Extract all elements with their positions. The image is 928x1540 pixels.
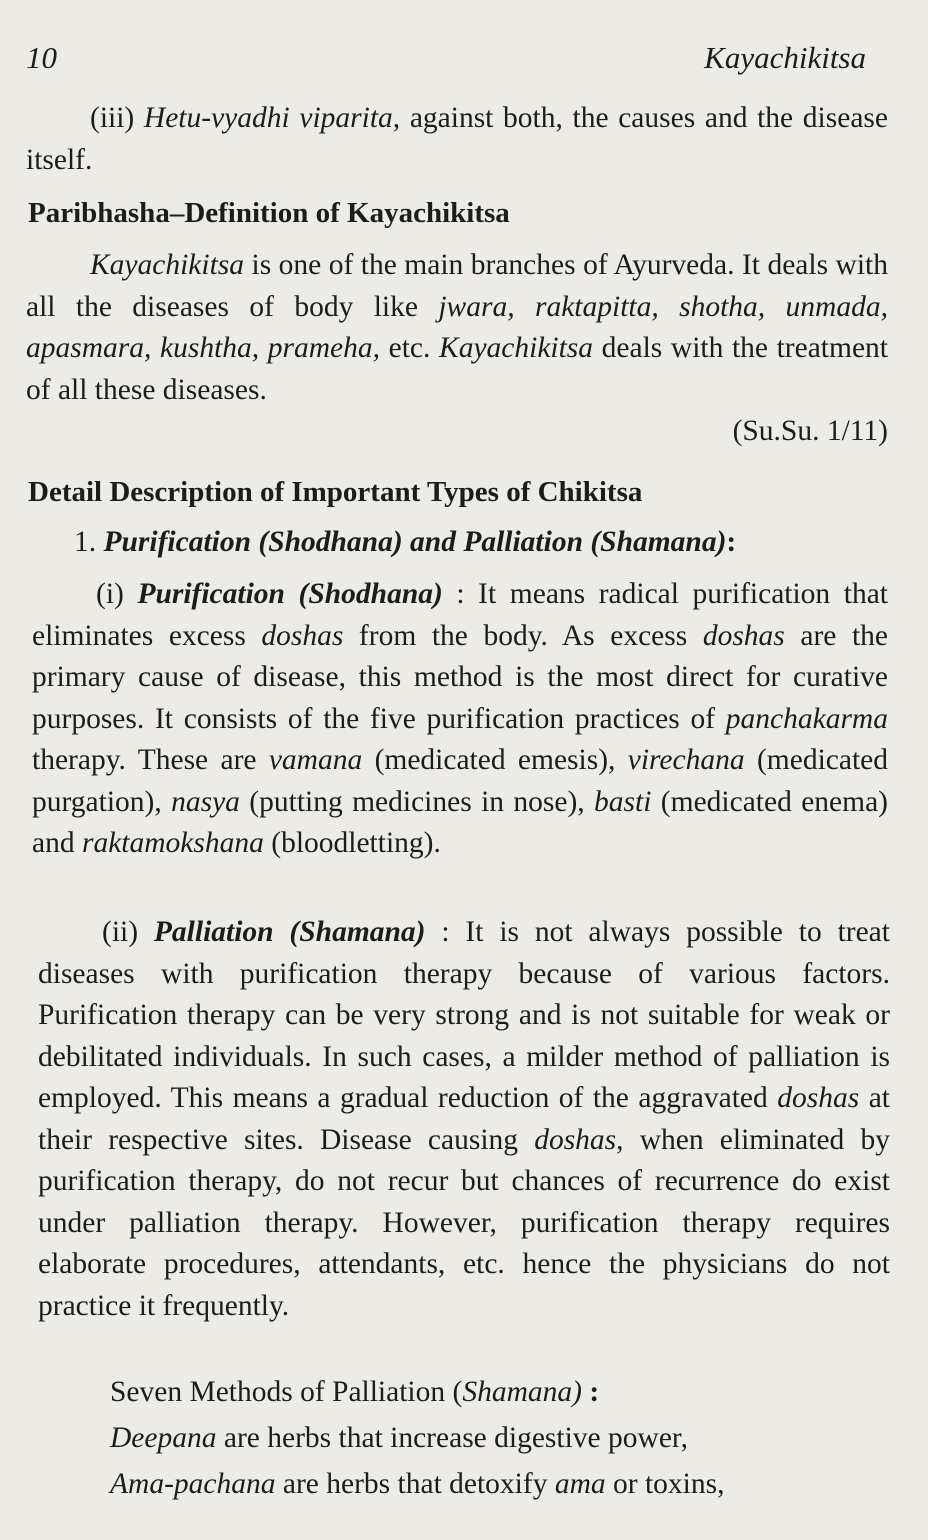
paragraph-definition: Kayachikitsa is one of the main branches of Ayurveda. It deals with all the diseases of body like jwara, raktapitta, shotha, unmada, apasmara, kushtha, prameha, etc. Kayachikitsa deals with the treatment of all these diseases. (Su.Su. 1/11) — [26, 245, 888, 453]
running-title: Kayachikitsa — [704, 40, 866, 75]
seven-methods-heading: Seven Methods of Palliation (Shamana) : — [110, 1376, 600, 1408]
heading-paribhasha: Paribhasha–Definition of Kayachikitsa — [28, 197, 510, 229]
section-1-title: 1. Purification (Shodhana) and Palliation (Shamana): — [74, 526, 737, 558]
list-item-ama-pachana: Ama-pachana are herbs that detoxify ama or toxins, — [110, 1468, 725, 1500]
page-number: 10 — [26, 40, 57, 75]
paragraph-hetu-vyadhi: (iii) Hetu-vyadhi viparita, against both, the causes and the disease itself. — [26, 102, 888, 176]
paragraph-palliation: (ii) Palliation (Shamana) : It is not always possible to treat diseases with purification therapy because of various factors. Purification therapy can be very strong and is not suitable for weak or debilitated individuals. In such cases, a milder method of palliation is employed. This means a gradual reduction of the aggravated doshas at their respective sites. Disease causing doshas, when eliminated by purification therapy, do not recur but chances of recurrence do exist under palliation therapy. However, purification therapy requires elaborate procedures, attendants, etc. hence the physicians do not practice it frequently. — [38, 916, 890, 1322]
paragraph-purification: (i) Purification (Shodhana) : It means radical purification that eliminates excess doshas from the body. As excess doshas are the primary cause of disease, this method is the most direct for curative purposes. It consists of the five purification practices of panchakarma therapy. These are vamana (medicated emesis), virechana (medicated purgation), nasya (putting medicines in nose), basti (medicated enema) and raktamokshana (bloodletting). — [32, 578, 889, 859]
heading-detail-description: Detail Description of Important Types of Chikitsa — [28, 476, 643, 508]
citation-reference: (Su.Su. 1/11) — [732, 415, 888, 447]
list-item-deepana: Deepana are herbs that increase digestive power, — [110, 1422, 688, 1454]
